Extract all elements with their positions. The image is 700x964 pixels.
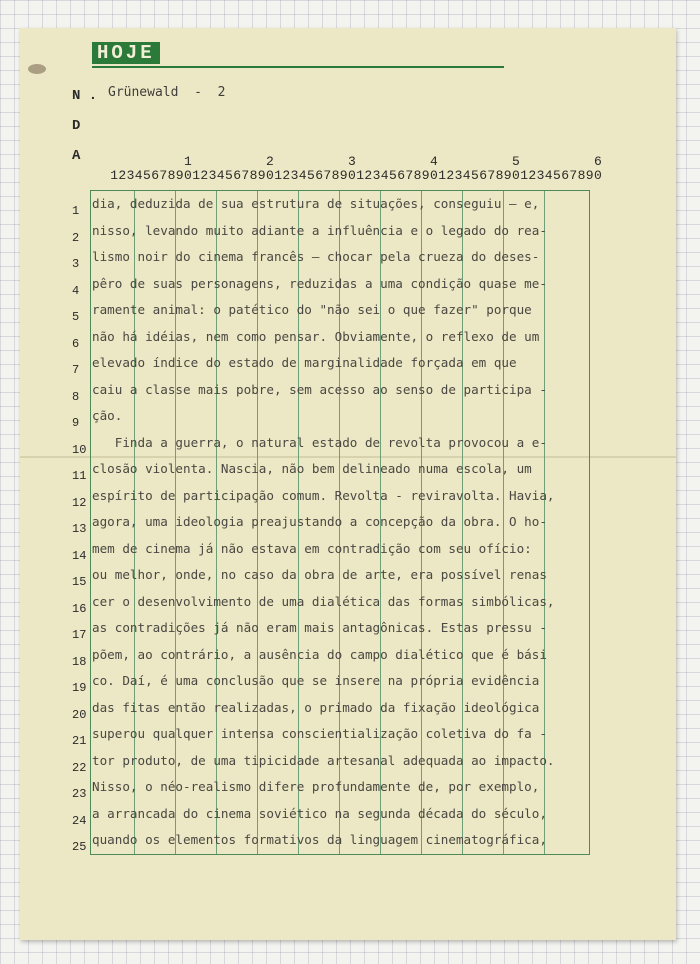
ruler-digit: 8 bbox=[577, 168, 586, 183]
label-n: N . bbox=[72, 88, 98, 104]
ruler-digit: 7 bbox=[569, 168, 578, 183]
ruler-digit: 4 bbox=[134, 168, 143, 183]
ruler-digit: 4 bbox=[216, 168, 225, 183]
ruler-digit: 0 bbox=[511, 168, 520, 183]
typed-line: Nisso, o néo-realismo difere profundamente de, por exemplo, bbox=[92, 779, 540, 794]
ruler-digit: 0 bbox=[347, 168, 356, 183]
ruler-digit: 3 bbox=[126, 168, 135, 183]
typed-line: mem de cinema já não estava em contradição com seu ofício: bbox=[92, 540, 532, 556]
ruler-digit: 1 bbox=[274, 168, 282, 183]
ruler-digit: 8 bbox=[167, 168, 176, 183]
ruler-digit: 5 bbox=[552, 168, 561, 183]
ruler-digit: 9 bbox=[585, 168, 594, 183]
hoje-header-badge: HOJE bbox=[92, 42, 160, 64]
row-number: 9 bbox=[72, 416, 80, 430]
row-number: 21 bbox=[72, 734, 87, 748]
ruler-digit: 4 bbox=[380, 168, 389, 183]
header-rule bbox=[92, 66, 504, 68]
ruler-digit: 1 bbox=[520, 168, 528, 183]
ruler-digit: 5 bbox=[306, 168, 315, 183]
ruler-digit: 2 bbox=[118, 168, 127, 183]
typed-line: quando os elementos formativos da linguagem cinematográfica, bbox=[92, 832, 547, 847]
typed-line: não há idéias, nem como pensar. Obviamente, o reflexo de um bbox=[92, 328, 540, 344]
typed-line: caiu a classe mais pobre, sem acesso ao senso de participa - bbox=[92, 381, 547, 397]
ruler-digit: 6 bbox=[479, 168, 487, 183]
ruler-digit: 5 bbox=[470, 168, 479, 183]
typed-line: tor produto, de uma tipicidade artesanal adequada ao impacto. bbox=[92, 752, 555, 768]
row-number: 11 bbox=[72, 469, 87, 483]
row-number: 14 bbox=[72, 548, 87, 563]
typed-line: põem, ao contrário, a ausência do campo dialético que é bási bbox=[92, 646, 547, 662]
typed-line: ou melhor, onde, no caso da obra de arte, era possível renas bbox=[92, 567, 547, 582]
ruler-digit: 3 bbox=[290, 168, 299, 183]
ruler-digit: 9 bbox=[503, 168, 512, 183]
typed-line: cer o desenvolvimento de uma dialética das formas simbólicas, bbox=[92, 593, 555, 609]
ruler-digit: 3 bbox=[372, 168, 381, 183]
row-number: 20 bbox=[72, 707, 87, 722]
ruler-digit: 8 bbox=[495, 168, 504, 183]
label-d: D bbox=[72, 118, 81, 134]
row-number: 1 bbox=[72, 204, 80, 218]
row-number: 8 bbox=[72, 389, 80, 404]
row-number: 6 bbox=[72, 336, 80, 351]
ruler-digit: 8 bbox=[249, 168, 258, 183]
ruler-digit: 3 bbox=[536, 168, 545, 183]
typed-line: Finda a guerra, o natural estado de revolta provocou a e- bbox=[92, 434, 547, 450]
typed-line: as contradições já não eram mais antagônicas. Estas pressu - bbox=[92, 620, 547, 635]
ruler-digit: 3 bbox=[208, 168, 217, 183]
ruler-digit: 1 bbox=[356, 168, 364, 183]
ruler-digit: 6 bbox=[151, 168, 159, 183]
row-number: 10 bbox=[72, 442, 87, 457]
typed-line: co. Daí, é uma conclusão que se insere na própria evidência bbox=[92, 673, 540, 688]
row-number: 19 bbox=[72, 681, 87, 695]
typed-line: a arrancada do cinema soviético na segunda década do século, bbox=[92, 805, 547, 821]
ruler-digit: 1 bbox=[192, 168, 200, 183]
label-a: A bbox=[72, 148, 81, 164]
typed-line: closão violenta. Nascia, não bem delineado numa escola, um bbox=[92, 461, 532, 476]
row-number: 13 bbox=[72, 522, 87, 536]
row-number: 22 bbox=[72, 760, 87, 775]
ruler-digit: 2 bbox=[282, 168, 291, 183]
row-number: 4 bbox=[72, 283, 80, 298]
row-number: 12 bbox=[72, 495, 87, 510]
row-number: 25 bbox=[72, 840, 87, 854]
ruler-digit: 9 bbox=[257, 168, 266, 183]
ruler-digit: 7 bbox=[487, 168, 496, 183]
row-number: 23 bbox=[72, 787, 87, 801]
ruler-digit: 0 bbox=[429, 168, 438, 183]
ruler-digit: 7 bbox=[159, 168, 168, 183]
ruler-digit: 6 bbox=[233, 168, 241, 183]
typed-line: agora, uma ideologia preajustando a concepção da obra. O ho- bbox=[92, 514, 547, 529]
ruler-digit: 9 bbox=[175, 168, 184, 183]
typed-line: espírito de participação comum. Revolta - reviravolta. Havia, bbox=[92, 487, 555, 503]
typed-line: lismo noir do cinema francês — chocar pela crueza do deses- bbox=[92, 249, 540, 264]
row-number: 3 bbox=[72, 257, 80, 271]
ruler-digit: 6 bbox=[561, 168, 569, 183]
ruler-digit: 2 bbox=[200, 168, 209, 183]
ruler-digit: 4 bbox=[298, 168, 307, 183]
ruler-digit: 8 bbox=[331, 168, 340, 183]
ruler-digit: 6 bbox=[315, 168, 323, 183]
ruler-digit: 1 bbox=[110, 168, 118, 183]
ruler-digit: 3 bbox=[454, 168, 463, 183]
typed-line: das fitas então realizadas, o primado da fixação ideológica bbox=[92, 699, 540, 715]
ruler-digit: 4 bbox=[462, 168, 471, 183]
ruler-digit: 0 bbox=[593, 168, 602, 183]
ruler-digit: 9 bbox=[421, 168, 430, 183]
row-number: 18 bbox=[72, 654, 87, 669]
ruler-digit: 7 bbox=[241, 168, 250, 183]
typed-line: ramente animal: o patético do "não sei o que fazer" porque bbox=[92, 302, 532, 317]
ruler-tens-marker: 1 bbox=[183, 154, 192, 169]
ruler-digit: 2 bbox=[446, 168, 455, 183]
ruler-tens-marker: 2 bbox=[265, 154, 274, 169]
document-title: Grünewald - 2 bbox=[108, 85, 226, 100]
row-number: 7 bbox=[72, 363, 80, 377]
ruler-tens-marker: 6 bbox=[593, 154, 602, 169]
typed-line: superou qualquer intensa conscientialização coletiva do fa - bbox=[92, 726, 547, 741]
ruler-digit: 5 bbox=[224, 168, 233, 183]
ruler-digit: 0 bbox=[265, 168, 274, 183]
ruler-digit: 2 bbox=[364, 168, 373, 183]
row-number: 5 bbox=[72, 310, 80, 324]
ruler-tens-marker: 5 bbox=[511, 154, 520, 169]
row-number: 16 bbox=[72, 601, 87, 616]
ruler-tens-marker: 4 bbox=[429, 154, 438, 169]
row-number: 15 bbox=[72, 575, 87, 589]
ruler-digit: 7 bbox=[323, 168, 332, 183]
typed-line: nisso, levando muito adiante a influência e o legado do rea- bbox=[92, 222, 547, 238]
ink-stain-mark bbox=[28, 64, 46, 74]
ruler-digit: 1 bbox=[438, 168, 446, 183]
ruler-digit: 7 bbox=[405, 168, 414, 183]
ruler-digit: 5 bbox=[142, 168, 151, 183]
typed-line: dia, deduzida de sua estrutura de situações, conseguiu — e, bbox=[92, 196, 540, 211]
typed-line: elevado índice do estado de marginalidade forçada em que bbox=[92, 355, 517, 370]
ruler-digit: 2 bbox=[528, 168, 537, 183]
ruler-digit: 5 bbox=[388, 168, 397, 183]
row-number: 17 bbox=[72, 628, 87, 642]
ruler-digit: 6 bbox=[397, 168, 405, 183]
column-ruler bbox=[90, 154, 602, 184]
ruler-digit: 0 bbox=[183, 168, 192, 183]
typed-line: ção. bbox=[92, 408, 123, 423]
ruler-digit: 9 bbox=[339, 168, 348, 183]
ruler-digit: 4 bbox=[544, 168, 553, 183]
row-number: 2 bbox=[72, 230, 80, 245]
ruler-digit: 8 bbox=[413, 168, 422, 183]
row-number: 24 bbox=[72, 813, 87, 828]
ruler-tens-marker: 3 bbox=[347, 154, 356, 169]
typed-line: pêro de suas personagens, reduzidas a uma condição quase me- bbox=[92, 275, 547, 291]
